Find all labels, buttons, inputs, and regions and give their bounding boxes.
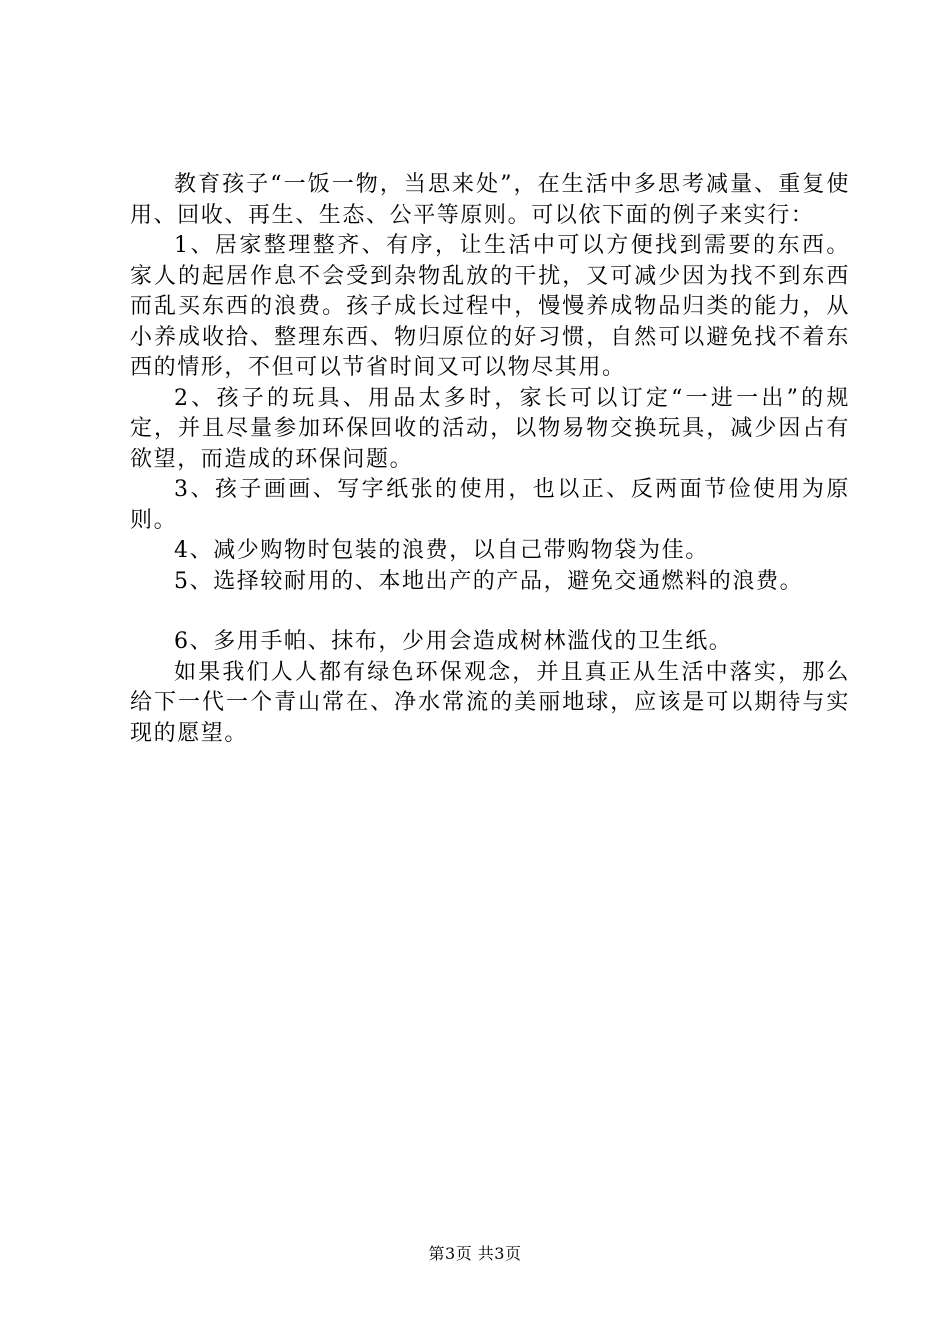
list-item-3: 3、孩子画画、写字纸张的使用，也以正、反两面节俭使用为原则。: [130, 477, 850, 533]
list-item-1: 1、居家整理整齐、有序，让生活中可以方便找到需要的东西。家人的起居作息不会受到杂物乱放的干扰，又可减少因为找不到东西而乱买东西的浪费。孩子成长过程中，慢慢养成物品归类的能力，从小养成收拾、整理东西、物归原位的好习惯，自然可以避免找不着东西的情形，不但可以节省时间又可以物尽其用。: [130, 233, 850, 380]
page-footer: 第3页 共3页: [428, 1244, 522, 1263]
list-item-6: 6、多用手帕、抹布，少用会造成树林滥伐的卫生纸。: [174, 629, 733, 654]
document-body: [130, 170, 850, 749]
intro-paragraph: 教育孩子“一饭一物，当思来处”，在生活中多思考减量、重复使用、回收、再生、生态、公平等原则。可以依下面的例子来实行：: [130, 172, 850, 228]
conclusion-paragraph: 如果我们人人都有绿色环保观念，并且真正从生活中落实，那么给下一代一个青山常在、净水常流的美丽地球，应该是可以期待与实现的愿望。: [130, 659, 850, 746]
list-item-4: 4、减少购物时包装的浪费，以自己带购物袋为佳。: [174, 538, 709, 563]
list-item-5: 5、选择较耐用的、本地出产的产品，避免交通燃料的浪费。: [174, 568, 804, 594]
list-item-2: 2、孩子的玩具、用品太多时，家长可以订定“一进一出”的规定，并且尽量参加环保回收的活动，以物易物交换玩具，减少因占有欲望，而造成的环保问题。: [130, 385, 850, 472]
